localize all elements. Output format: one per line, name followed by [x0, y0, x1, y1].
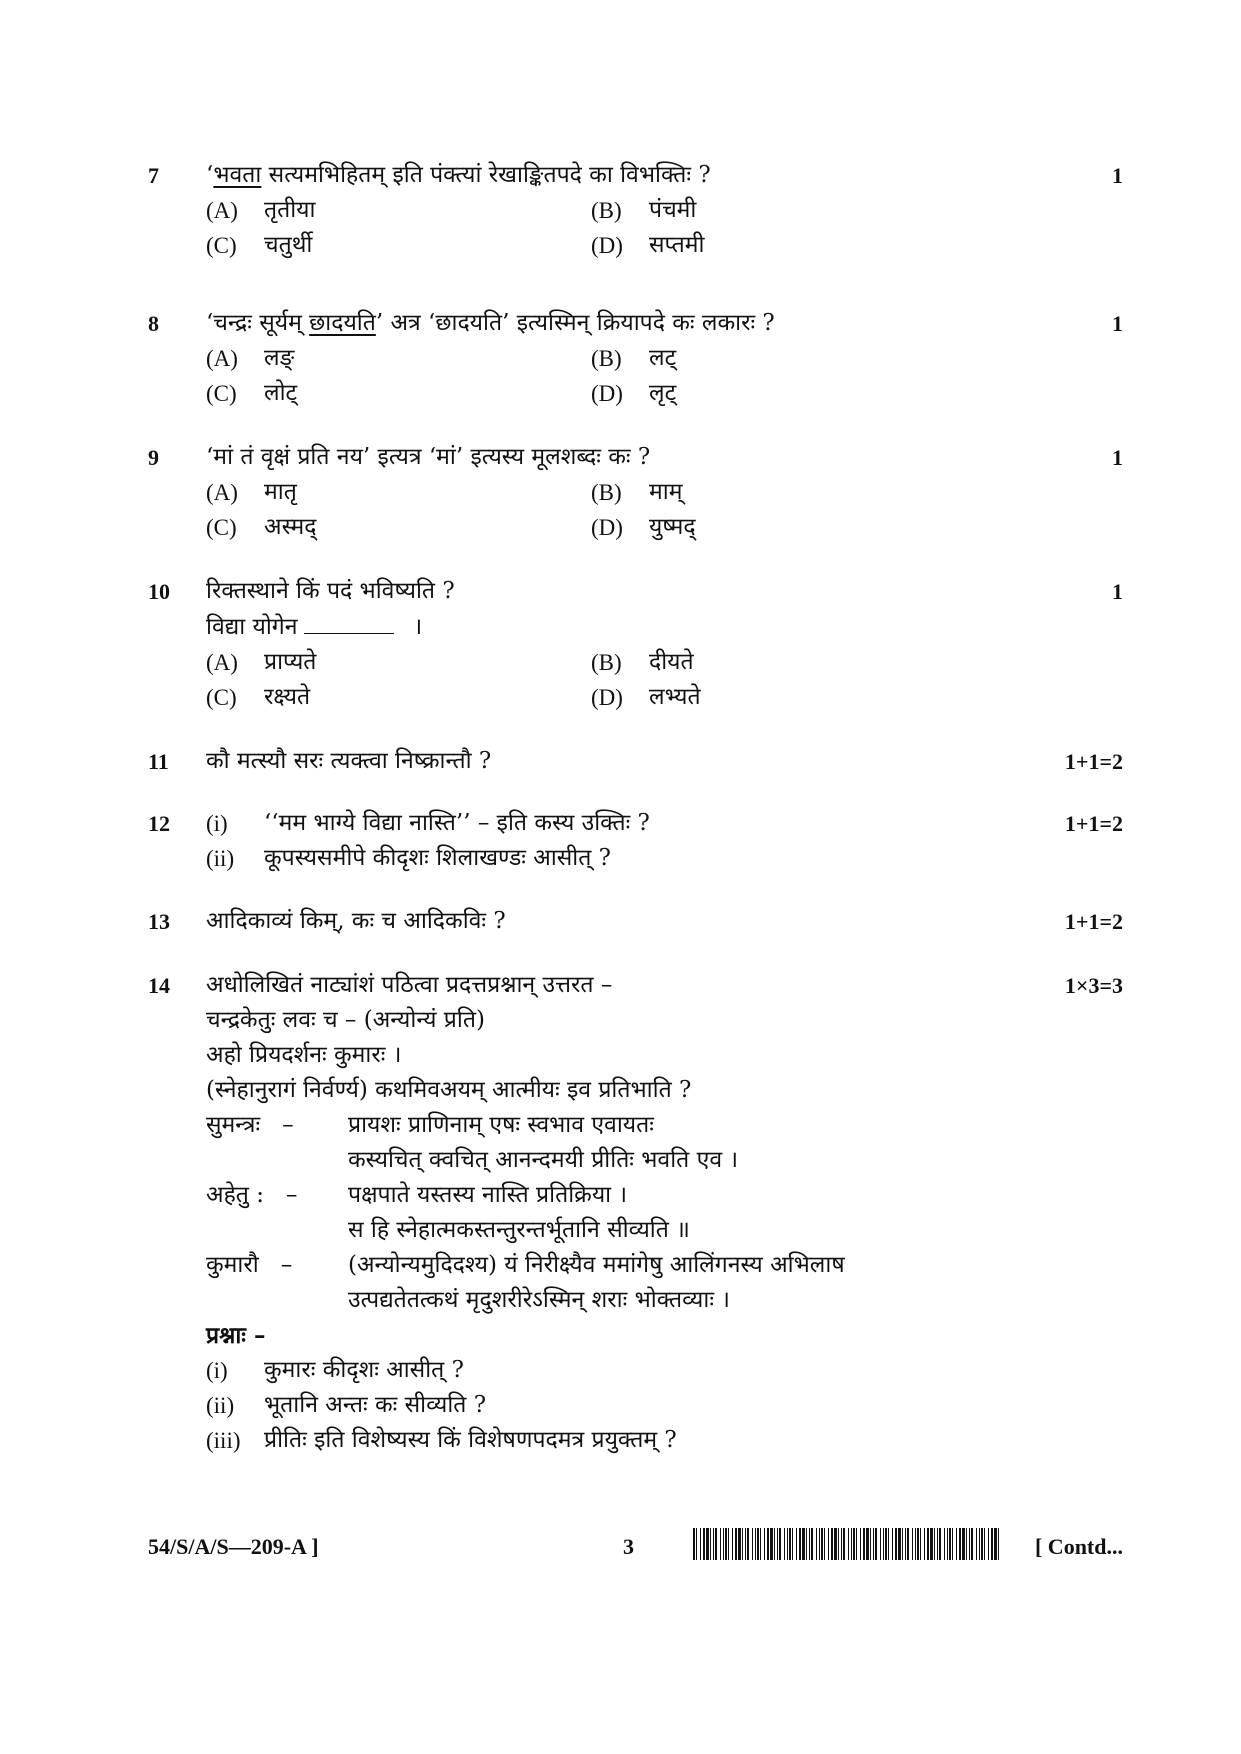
continued-label: [ Contd... — [1034, 1534, 1123, 1559]
barcode — [693, 1528, 1000, 1560]
questions-heading: प्रश्नाः – — [206, 1322, 266, 1349]
question-stem: ‘चन्द्रः सूर्यम् छादयति’ अत्र ‘छादयति’ इत्यस्मिन् क्रियापदे कः लकारः ? — [206, 310, 775, 336]
option-a: (A) मातृ — [206, 479, 297, 505]
option-a: (A) तृतीया — [206, 197, 316, 223]
question-9 — [148, 440, 1123, 545]
question-12 — [148, 806, 1123, 876]
speaker-block: सुमन्त्रः – प्रायशः प्राणिनाम् एषः स्वभाव एवायतः कस्यचित् क्वचित् आनन्दमयी प्रीतिः भवति एव । — [206, 1112, 739, 1173]
speaker-block: अहेतु : – पक्षपाते यस्तस्य नास्ति प्रतिक्रिया । स हि स्नेहात्मकस्तन्तुरन्तर्भूतानि सीव्यति ॥ — [206, 1182, 690, 1243]
question-marks: 1 — [1112, 311, 1123, 336]
option-c: (C) लोट् — [206, 380, 298, 406]
option-c: (C) अस्मद् — [206, 514, 317, 540]
option-d: (D) सप्तमी — [591, 232, 705, 258]
option-b: (B) लट् — [591, 345, 677, 371]
question-8 — [148, 306, 1123, 411]
question-number: 10 — [148, 579, 170, 604]
sub-question: (iii) प्रीतिः इति विशेष्यस्य किं विशेषणपदमत्र प्रयुक्तम् ? — [206, 1427, 677, 1453]
question-number: 12 — [148, 811, 170, 836]
question-stem: रिक्तस्थाने किं पदं भविष्यति ? — [206, 578, 455, 604]
question-number: 8 — [148, 311, 159, 336]
question-13 — [148, 904, 1123, 939]
option-b: (B) माम् — [591, 479, 683, 505]
question-stem: ‘भवता सत्यमभिहितम् इति पंक्त्यां रेखाङ्कितपदे का विभक्तिः ? — [206, 162, 711, 188]
option-c: (C) रक्ष्यते — [206, 684, 311, 710]
sub-question: (i) ‘‘मम भाग्ये विद्या नास्ति’’ – इति कस्य उक्तिः ? — [206, 810, 650, 836]
question-number: 11 — [148, 749, 169, 774]
question-stem: आदिकाव्यं किम्, कः च आदिकविः ? — [206, 908, 506, 934]
option-c: (C) चतुर्थी — [206, 232, 313, 258]
underlined-word: भवता — [213, 162, 262, 188]
blank-line — [304, 609, 394, 634]
option-d: (D) लृट् — [591, 380, 677, 406]
underlined-word: छादयति — [309, 310, 376, 336]
fill-blank-sentence: विद्या योगेन । — [206, 609, 1123, 645]
question-10 — [148, 574, 1123, 715]
question-marks: 1+1=2 — [1064, 811, 1123, 836]
option-b: (B) दीयते — [591, 649, 694, 675]
question-marks: 1+1=2 — [1064, 749, 1123, 774]
sub-question: (ii) भूतानि अन्तः कः सीव्यति ? — [206, 1392, 487, 1418]
question-number: 14 — [148, 973, 170, 998]
question-marks: 1 — [1112, 163, 1123, 188]
option-d: (D) युष्मद् — [591, 514, 696, 540]
question-number: 9 — [148, 445, 159, 470]
passage-line: (स्नेहानुरागं निर्वर्ण्य) कथमिवअयम् आत्मीयः इव प्रतिभाति ? — [206, 1077, 692, 1103]
option-a: (A) लङ् — [206, 345, 295, 371]
question-stem: कौ मत्स्यौ सरः त्यक्त्वा निष्क्रान्तौ ? — [206, 748, 492, 774]
option-d: (D) लभ्यते — [591, 684, 701, 710]
option-b: (B) पंचमी — [591, 197, 697, 223]
question-marks: 1+1=2 — [1064, 909, 1123, 934]
sub-question: (i) कुमारः कीदृशः आसीत् ? — [206, 1357, 464, 1383]
question-marks: 1×3=3 — [1064, 973, 1123, 998]
paper-code: 54/S/A/S—209-A ] — [148, 1534, 319, 1559]
page-footer — [148, 1528, 1123, 1568]
question-number: 7 — [148, 163, 159, 188]
option-a: (A) प्राप्यते — [206, 649, 317, 675]
page-number: 3 — [623, 1534, 634, 1559]
sub-question: (ii) कूपस्यसमीपे कीदृशः शिलाखण्डः आसीत् ? — [206, 845, 611, 871]
question-7 — [148, 158, 1123, 263]
passage-line: अहो प्रियदर्शनः कुमारः । — [206, 1042, 402, 1068]
question-stem: ‘मां तं वृक्षं प्रति नय’ इत्यत्र ‘मां’ इत्यस्य मूलशब्दः कः ? — [206, 444, 651, 470]
question-14 — [148, 968, 1123, 1458]
question-11 — [148, 744, 1123, 779]
question-marks: 1 — [1112, 579, 1123, 604]
question-number: 13 — [148, 909, 170, 934]
passage-line: चन्द्रकेतुः लवः च – (अन्योन्यं प्रति) — [206, 1007, 485, 1033]
question-stem: अधोलिखितं नाट्यांशं पठित्वा प्रदत्तप्रश्नान् उत्तरत – — [206, 972, 613, 998]
question-marks: 1 — [1112, 445, 1123, 470]
speaker-block: कुमारौ – (अन्योन्यमुदिदश्य) यं निरीक्ष्यैव ममांगेषु आलिंगनस्य अभिलाष उत्पद्यतेतत्कथं मृदुशरीरेऽस्मिन् शराः भोक्तव्याः । — [206, 1252, 845, 1313]
